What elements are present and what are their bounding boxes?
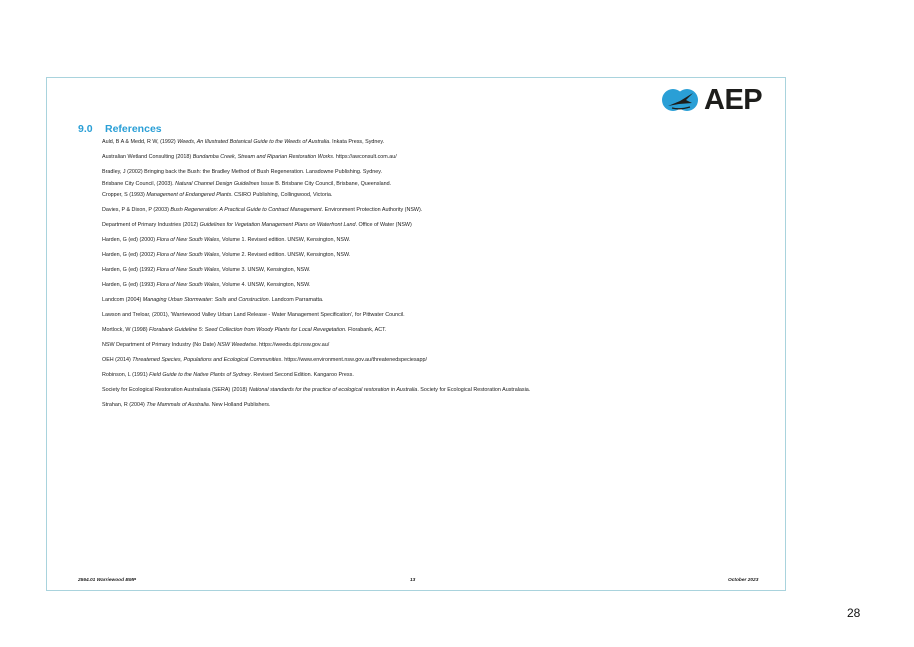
footer-date: October 2023 (728, 578, 759, 583)
section-heading (78, 123, 162, 135)
reference-item: Australian Wetland Consulting (2018) Bundamba Creek, Stream and Riparian Restoration Works. https://awconsult.com.au/ (102, 154, 397, 160)
reference-item: Lawson and Treloar, (2001), 'Warriewood Valley Urban Land Release - Water Management Specification', for Pittwater Council. (102, 312, 405, 318)
document-page (46, 77, 786, 591)
reference-item: Harden, G (ed) (2000) Flora of New South Wales, Volume 1. Revised edition. UNSW, Kensington, NSW. (102, 237, 351, 243)
reference-item: OEH (2014) Threatened Species, Populations and Ecological Communities. https://www.environment.nsw.gov.au/threatenedspeciesapp/ (102, 357, 428, 363)
reference-item: Strahan, R (2004) The Mammals of Australia. New Holland Publishers. (102, 402, 271, 408)
reference-item: Brisbane City Council, (2003). Natural Channel Design Guidelines Issue B. Brisbane City Council, Brisbane, Queensland. (102, 181, 392, 187)
logo-text: AEP (704, 84, 763, 116)
footer-page-number: 13 (410, 578, 416, 583)
section-number: 9.0 (78, 123, 93, 135)
reference-item: Society for Ecological Restoration Australasia (SERA) (2018) National standards for the practice of ecological restoration in Australia. Society for Ecological Restoration Australasia. (102, 387, 531, 393)
footer-document-id: 2564.01 Warriewood BMP (78, 578, 137, 583)
reference-item: NSW Department of Primary Industry (No Date) NSW Weedwise. https://weeds.dpi.nsw.gov.au/ (102, 342, 330, 348)
reference-item: Department of Primary Industries (2012) Guidelines for Vegetation Management Plans on Waterfront Land. Office of Water (NSW) (102, 222, 412, 228)
reference-item: Robinson, L (1991) Field Guide to the Native Plants of Sydney. Revised Second Edition. Kangaroo Press. (102, 372, 354, 378)
aep-logo (662, 83, 763, 117)
reference-item: Auld, B A & Medd, R W, (1992) Weeds, An Illustrated Botanical Guide to the Weeds of Australia. Inkata Press, Sydney. (102, 139, 385, 145)
slide-page-number: 28 (847, 606, 861, 620)
reference-item: Davies, P & Dixon, P (2003) Bush Regeneration: A Practical Guide to Contract Management. Environment Protection Authority (NSW). (102, 207, 423, 213)
reference-item: Bradley, J (2002) Bringing back the Bush: the Bradley Method of Bush Regeneration. Lansdowne Publishing. Sydney. (102, 169, 382, 175)
reference-item: Harden, G (ed) (1992) Flora of New South Wales, Volume 3. UNSW, Kensington, NSW. (102, 267, 311, 273)
reference-item: Cropper, S (1993) Management of Endangered Plants. CSIRO Publishing, Collingwood, Victoria. (102, 192, 333, 198)
reference-item: Harden, G (ed) (2002) Flora of New South Wales, Volume 2. Revised edition. UNSW, Kensington, NSW. (102, 252, 351, 258)
section-title: References (105, 123, 162, 135)
bird-logo-icon (662, 83, 704, 117)
reference-item: Landcom (2004) Managing Urban Stormwater: Soils and Construction. Landcom Parramatta. (102, 297, 324, 303)
reference-item: Harden, G (ed) (1993) Flora of New South Wales, Volume 4. UNSW, Kensington, NSW. (102, 282, 311, 288)
reference-item: Mortlock, W (1998) Florabank Guideline 5: Seed Collection from Woody Plants for Local Revegetation. Florabank, ACT. (102, 327, 387, 333)
